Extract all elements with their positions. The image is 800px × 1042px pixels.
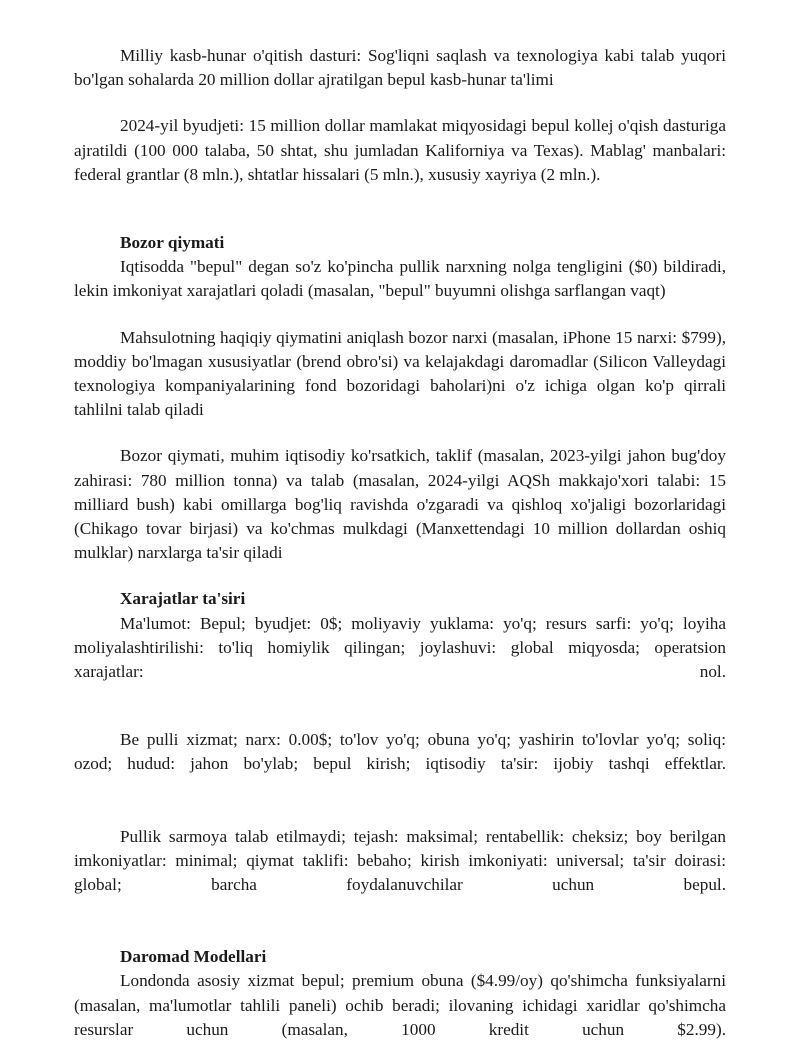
paragraph-daromad-1: Londonda asosiy xizmat bepul; premium obuna ($4.99/oy) qo'shimcha funksiyalarni (masalan, ma'lumotlar tahlili paneli) ochib beradi; ilovaning ichidagi xaridlar qo'shimcha resurslar uchun (masalan, 1000 kredit uchun $2.99). (74, 971, 726, 1039)
paragraph-bozor-3: Bozor qiymati, muhim iqtisodiy ko'rsatkich, taklif (masalan, 2023-yilgi jahon bug'doy zahirasi: 780 million tonna) va talab (masalan, 2024-yilgi AQSh makkajo'xori talabi: 15 milliard bush) kabi omillarga bog'liq ravishda o'zgaradi va qishloq xo'jaligi bozorlaridagi (Chikago tovar birjasi) va ko'chmas mulkdagi (Manxettendagi 10 million dollardan oshiq mulklar) narxlarga ta'sir qiladi (74, 446, 726, 563)
paragraph-budget-2024: 2024-yil byudjeti: 15 million dollar mamlakat miqyosidagi bepul kollej o'qish dasturiga ajratildi (100 000 talaba, 50 shtat, shu jumladan Kaliforniya va Texas). Mablag' manbalari: federal grantlar (8 mln.), shtatlar hissalari (5 mln.), xususiy xayriya (2 mln.). (74, 116, 726, 184)
document-page (74, 44, 726, 1042)
heading-daromad-modellari: Daromad Modellari (120, 947, 267, 967)
paragraph-xarajatlar-1: Ma'lumot: Bepul; byudjet: 0$; moliyaviy yuklama: yo'q; resurs sarfi: yo'q; loyiha moliyalashtirilishi: to'liq homiylik qilingan; joylashuvi: global miqyosda; operatsion xarajatlar: nol. (74, 613, 726, 682)
paragraph-vocational-training: Milliy kasb-hunar o'qitish dasturi: Sog'liqni saqlash va texnologiya kabi talab yuqori bo'lgan sohalarda 20 million dollar ajratilgan bepul kasb-hunar ta'limi (74, 46, 726, 90)
heading-bozor-qiymati: Bozor qiymati (120, 233, 225, 253)
paragraph-xarajatlar-3: Pullik sarmoya talab etilmaydi; tejash: maksimal; rentabellik: cheksiz; boy berilgan imkoniyatlar: minimal; qiymat taklifi: bebaho; kirish imkoniyati: universal; ta'sir doirasi: global; barcha foydalanuvchilar uchun bepul. (74, 826, 726, 895)
heading-xarajatlar-tasiri: Xarajatlar ta'siri (120, 589, 246, 609)
paragraph-bozor-2: Mahsulotning haqiqiy qiymatini aniqlash bozor narxi (masalan, iPhone 15 narxi: $799), moddiy bo'lmagan xususiyatlar (brend obro'si) va kelajakdagi daromadlar (Silicon Valleydagi texnologiya kompaniyalarining fond bozoridagi baholari)ni o'z ichiga olgan ko'p qirrali tahlilni talab qiladi (74, 327, 726, 420)
paragraph-xarajatlar-2: Be pulli xizmat; narx: 0.00$; to'lov yo'q; obuna yo'q; yashirin to'lovlar yo'q; soliq: ozod; hudud: jahon bo'ylab; bepul kirish; iqtisodiy ta'sir: ijobiy tashqi effektlar. (74, 730, 726, 774)
paragraph-bozor-1: Iqtisodda "bepul" degan so'z ko'pincha pullik narxning nolga tengligini ($0) bildiradi, lekin imkoniyat xarajatlari qoladi (masalan, "bepul" buyumni olishga sarflangan vaqt) (74, 257, 726, 301)
